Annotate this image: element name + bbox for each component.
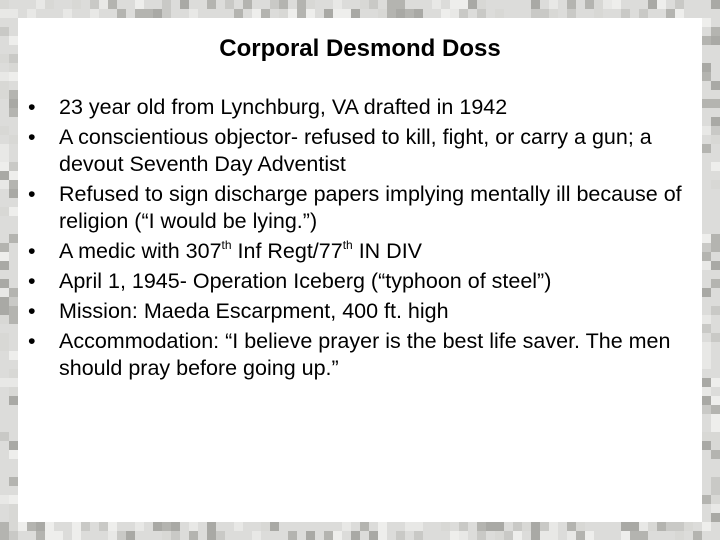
camo-pixel [225,0,234,9]
camo-pixel [369,531,378,540]
camo-pixel [135,0,144,9]
camo-pixel [549,9,558,18]
camo-pixel [567,0,576,9]
camo-pixel [9,306,18,315]
camo-pixel [171,531,180,540]
camo-pixel [9,396,18,405]
camo-pixel [0,72,9,81]
camo-pixel [9,315,18,324]
camo-pixel [702,522,711,531]
camo-pixel [450,531,459,540]
camo-pixel [711,378,720,387]
camo-pixel [90,9,99,18]
camo-pixel [666,9,675,18]
camo-pixel [0,315,9,324]
camo-pixel [9,63,18,72]
camo-pixel [9,180,18,189]
bullet-point: • [28,182,36,206]
camo-pixel [693,531,702,540]
camo-pixel [9,207,18,216]
camo-pixel [153,9,162,18]
camo-pixel [477,531,486,540]
camo-pixel [288,9,297,18]
camo-pixel [9,234,18,243]
camo-pixel [675,531,684,540]
bullet-text: Mission: Maeda Escarpment, 400 ft. high [59,299,449,323]
camo-pixel [441,9,450,18]
camo-pixel [711,180,720,189]
camo-pixel [684,522,693,531]
bullet-text: April 1, 1945- Operation Iceberg (“typhoon of steel”) [59,269,552,293]
camo-pixel [9,171,18,180]
bullet-item [28,268,708,295]
camo-pixel [711,234,720,243]
camo-pixel [9,108,18,117]
camo-pixel [459,522,468,531]
camo-pixel [108,531,117,540]
bullet-text: 23 year old from Lynchburg, VA drafted in 1942 [59,95,508,119]
camo-pixel [45,531,54,540]
camo-pixel [261,522,270,531]
camo-pixel [360,522,369,531]
camo-pixel [360,0,369,9]
camo-pixel [279,0,288,9]
camo-pixel [378,522,387,531]
bullet-text: Accommodation: “I believe prayer is the best life saver. The men should pray before going up.” [59,329,671,380]
camo-pixel [639,531,648,540]
camo-pixel [27,9,36,18]
camo-pixel [513,522,522,531]
bullet-point: • [28,269,36,293]
bullet-item [28,124,708,178]
camo-pixel [324,531,333,540]
camo-pixel [387,0,396,9]
superscript: th [342,238,353,252]
camo-pixel [405,522,414,531]
camo-pixel [630,522,639,531]
camo-pixel [612,0,621,9]
camo-pixel [531,531,540,540]
camo-pixel [0,333,9,342]
bullet-text: A conscientious objector- refused to kill, fight, or carry a gun; a devout Seventh Day Adventist [59,125,652,176]
camo-pixel [9,387,18,396]
camo-pixel [270,522,279,531]
camo-pixel [711,441,720,450]
camo-pixel [9,162,18,171]
bullet-point: • [28,125,36,149]
camo-pixel [252,531,261,540]
camo-pixel [711,0,720,9]
camo-pixel [306,531,315,540]
camo-pixel [234,9,243,18]
camo-pixel [711,243,720,252]
camo-pixel [711,423,720,432]
camo-pixel [63,9,72,18]
camo-pixel [378,531,387,540]
camo-pixel [72,0,81,9]
camo-pixel [0,495,9,504]
camo-pixel [621,522,630,531]
camo-pixel [486,522,495,531]
camo-pixel [702,432,711,441]
camo-pixel [351,531,360,540]
camo-pixel [711,432,720,441]
camo-pixel [495,9,504,18]
camo-pixel [0,144,9,153]
camo-pixel [81,522,90,531]
camo-pixel [117,9,126,18]
bullet-item [28,94,708,121]
camo-pixel [702,63,711,72]
camo-pixel [621,9,630,18]
camo-pixel [9,531,18,540]
camo-pixel [9,288,18,297]
camo-pixel [477,0,486,9]
camo-pixel [0,0,9,9]
camo-pixel [711,396,720,405]
camo-pixel [657,522,666,531]
camo-pixel [531,9,540,18]
camo-pixel [711,135,720,144]
camo-pixel [549,0,558,9]
camo-pixel [162,0,171,9]
camo-pixel [333,0,342,9]
camo-pixel [351,9,360,18]
camo-pixel [9,450,18,459]
camo-pixel [9,477,18,486]
camo-pixel [675,522,684,531]
camo-pixel [648,522,657,531]
camo-pixel [711,450,720,459]
camo-pixel [657,0,666,9]
bullet-list [28,94,708,385]
camo-pixel [306,0,315,9]
camo-pixel [9,513,18,522]
camo-pixel [702,396,711,405]
camo-pixel [36,0,45,9]
camo-pixel [711,414,720,423]
camo-pixel [549,522,558,531]
camo-pixel [207,522,216,531]
camo-pixel [9,378,18,387]
camo-pixel [162,531,171,540]
camo-pixel [162,522,171,531]
camo-pixel [261,9,270,18]
camo-pixel [18,522,27,531]
camo-pixel [621,531,630,540]
camo-pixel [630,531,639,540]
camo-pixel [711,261,720,270]
camo-pixel [711,126,720,135]
camo-pixel [9,441,18,450]
camo-pixel [0,162,9,171]
camo-pixel [459,531,468,540]
camo-pixel [27,522,36,531]
camo-pixel [297,0,306,9]
camo-pixel [99,0,108,9]
camo-pixel [45,0,54,9]
camo-pixel [342,522,351,531]
camo-pixel [297,9,306,18]
camo-pixel [9,504,18,513]
camo-pixel [702,405,711,414]
camo-pixel [549,531,558,540]
camo-pixel [0,180,9,189]
camo-pixel [414,522,423,531]
camo-pixel [288,531,297,540]
bullet-point: • [28,239,36,263]
camo-pixel [0,531,9,540]
camo-pixel [9,90,18,99]
camo-pixel [432,0,441,9]
camo-pixel [9,297,18,306]
camo-pixel [702,495,711,504]
camo-pixel [36,531,45,540]
bullet-item [28,298,708,325]
camo-pixel [387,9,396,18]
camo-pixel [45,522,54,531]
camo-pixel [72,531,81,540]
camo-pixel [711,486,720,495]
camo-pixel [333,9,342,18]
camo-pixel [9,9,18,18]
bullet-point: • [28,329,36,353]
camo-pixel [540,9,549,18]
camo-pixel [567,9,576,18]
camo-pixel [639,522,648,531]
camo-pixel [567,531,576,540]
camo-pixel [711,405,720,414]
bullet-item [28,238,708,265]
camo-pixel [702,387,711,396]
camo-pixel [405,9,414,18]
camo-pixel [9,369,18,378]
camo-pixel [9,189,18,198]
camo-pixel [495,522,504,531]
camo-pixel [0,9,9,18]
camo-pixel [711,162,720,171]
bullet-item [28,328,708,382]
camo-pixel [378,9,387,18]
camo-pixel [468,0,477,9]
camo-pixel [711,279,720,288]
camo-pixel [9,99,18,108]
camo-pixel [9,351,18,360]
camo-pixel [540,531,549,540]
camo-pixel [171,522,180,531]
camo-pixel [135,522,144,531]
camo-pixel [189,522,198,531]
bullet-item [28,181,708,235]
camo-pixel [711,495,720,504]
camo-pixel [108,0,117,9]
camo-pixel [522,522,531,531]
bullet-text: Refused to sign discharge papers implying mentally ill because of religion (“I would be lying.”) [59,182,682,233]
camo-pixel [711,333,720,342]
camo-pixel [711,81,720,90]
camo-pixel [9,72,18,81]
camo-pixel [369,0,378,9]
camo-pixel [702,72,711,81]
camo-pixel [711,513,720,522]
camo-pixel [0,171,9,180]
camo-pixel [0,378,9,387]
camo-pixel [0,90,9,99]
camo-pixel [711,306,720,315]
camo-pixel [414,9,423,18]
camo-pixel [675,0,684,9]
camo-pixel [0,126,9,135]
camo-pixel [0,297,9,306]
camo-pixel [9,522,18,531]
camo-pixel [54,531,63,540]
camo-pixel [0,261,9,270]
camo-pixel [135,9,144,18]
camo-pixel [639,9,648,18]
camo-pixel [513,531,522,540]
camo-pixel [207,0,216,9]
camo-pixel [72,522,81,531]
camo-pixel [99,522,108,531]
camo-pixel [603,0,612,9]
camo-pixel [189,9,198,18]
camo-pixel [180,0,189,9]
camo-pixel [9,135,18,144]
camo-pixel [585,0,594,9]
camo-pixel [504,531,513,540]
camo-pixel [0,432,9,441]
camo-pixel [531,0,540,9]
camo-pixel [9,495,18,504]
superscript: th [221,238,232,252]
camo-pixel [279,9,288,18]
camo-pixel [216,531,225,540]
camo-pixel [0,342,9,351]
camo-pixel [306,9,315,18]
camo-pixel [594,9,603,18]
camo-pixel [702,18,711,27]
camo-pixel [450,0,459,9]
camo-pixel [162,9,171,18]
bullet-point: • [28,95,36,119]
camo-pixel [0,81,9,90]
camo-pixel [0,153,9,162]
camo-pixel [0,522,9,531]
bullet-point: • [28,299,36,323]
camo-pixel [477,522,486,531]
camo-pixel [666,522,675,531]
camo-pixel [459,0,468,9]
camo-pixel [711,99,720,108]
camo-pixel [477,9,486,18]
camo-pixel [126,531,135,540]
camo-pixel [0,207,9,216]
camo-pixel [675,9,684,18]
camo-pixel [396,531,405,540]
camo-pixel [0,288,9,297]
camo-pixel [648,0,657,9]
camo-pixel [189,531,198,540]
camo-pixel [0,279,9,288]
camo-pixel [585,531,594,540]
camo-pixel [108,522,117,531]
camo-pixel [153,522,162,531]
camo-pixel [243,0,252,9]
camo-pixel [252,9,261,18]
camo-pixel [0,252,9,261]
camo-pixel [594,0,603,9]
camo-pixel [396,0,405,9]
bullet-text: A medic with 307th Inf Regt/77th IN DIV [59,238,423,263]
camo-pixel [711,117,720,126]
camo-pixel [450,9,459,18]
camo-pixel [36,522,45,531]
camo-pixel [576,531,585,540]
camo-pixel [117,531,126,540]
camo-pixel [702,441,711,450]
camo-pixel [234,522,243,531]
camo-pixel [576,522,585,531]
camo-pixel [144,9,153,18]
camo-pixel [531,522,540,531]
camo-pixel [207,531,216,540]
camo-pixel [342,9,351,18]
camo-pixel [0,243,9,252]
camo-pixel [324,9,333,18]
camo-pixel [396,9,405,18]
camo-pixel [90,0,99,9]
camo-pixel [567,522,576,531]
camo-pixel [333,531,342,540]
camo-pixel [540,522,549,531]
camo-pixel [495,531,504,540]
camo-pixel [711,504,720,513]
camo-pixel [441,522,450,531]
camo-pixel [414,531,423,540]
camo-pixel [711,477,720,486]
camo-pixel [459,9,468,18]
slide-title: Corporal Desmond Doss [219,35,501,62]
camo-pixel [270,0,279,9]
camo-pixel [0,306,9,315]
